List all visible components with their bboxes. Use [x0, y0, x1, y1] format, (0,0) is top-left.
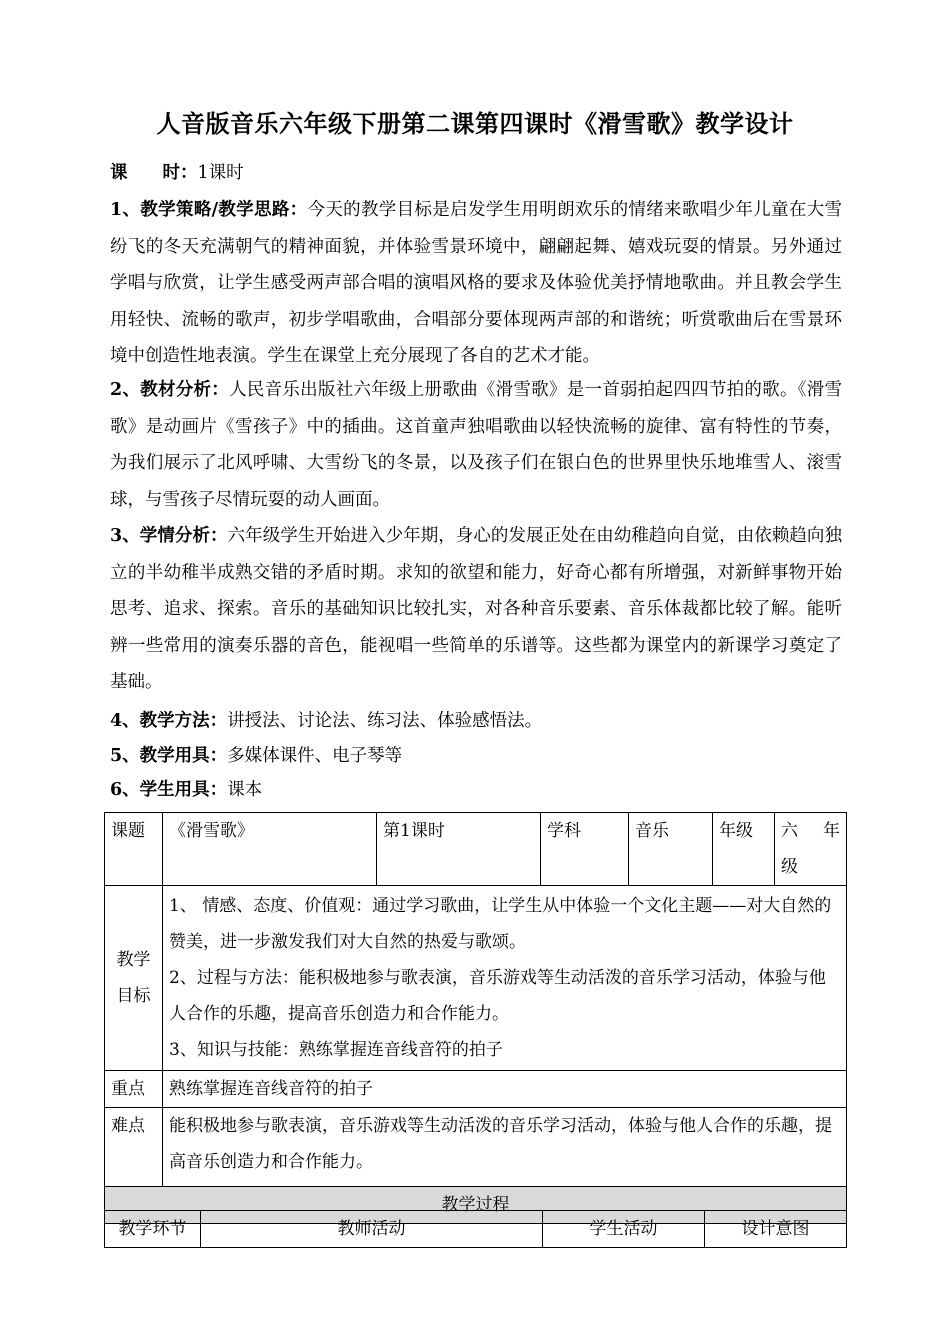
process-header: 教学过程: [105, 1187, 847, 1224]
section-text: 多媒体课件、电子琴等: [227, 746, 403, 766]
section-text: 人民音乐出版社六年级上册歌曲《滑雪歌》是一首弱拍起四四节拍的歌。《滑雪歌》是动画片《雪孩子》中的插曲。这首童声独唱歌曲以轻快流畅的旋律、富有特性的节奏，为我们展示了北风呼啸、大雪纷飞的冬景，以及孩子们在银白色的世界里快乐地堆雪人、滚雪球，与雪孩子尽情玩耍的动人画面。: [110, 380, 842, 510]
section-student-tools: [110, 773, 850, 808]
section-heading: 6、学生用具：: [110, 780, 228, 800]
objective-item: 3、知识与技能：熟练掌握连音线音符的拍子: [169, 1040, 503, 1060]
lesson-info-table: [104, 812, 847, 1224]
subject-label: 学科: [541, 813, 629, 886]
section-methods: [110, 704, 850, 739]
objective-item: 1、 情感、态度、价值观：通过学习歌曲，让学生从中体验一个文化主题——对大自然的赞美，进一步激发我们对大自然的热爱与歌颂。: [169, 896, 832, 952]
column-header: 教学环节: [105, 1211, 201, 1248]
section-text: 今天的教学目标是启发学生用明朗欢乐的情绪来歌唱少年儿童在大雪纷飞的冬天充满朝气的精神面貌，并体验雪景环境中，翩翩起舞、嬉戏玩耍的情景。另外通过学唱与欣赏，让学生感受两声部合唱的演唱风格的要求及体验优美抒情地歌曲。并且教会学生用轻快、流畅的歌声，初步学唱歌曲，合唱部分要体现两声部的和谐统；听赏歌曲后在雪景环境中创造性地表演。学生在课堂上充分展现了各自的艺术才能。: [110, 200, 842, 366]
process-table: [104, 1210, 847, 1248]
section-students: [110, 518, 842, 701]
table-row: [105, 1071, 847, 1108]
grade-value: 六 年级: [775, 813, 847, 886]
period-label: 课 时：: [110, 163, 198, 183]
section-text: 六年级学生开始进入少年期，身心的发展正处在由幼稚趋向自觉，由依赖趋向独立的半幼稚半成熟交错的矛盾时期。求知的欲望和能力，好奇心都有所增强，对新鲜事物开始思考、追求、探索。音乐的基础知识比较扎实，对各种音乐要素、音乐体裁都比较了解。能听辨一些常用的演奏乐器的音色，能视唱一些简单的乐谱等。这些都为课堂内的新课学习奠定了基础。: [110, 526, 842, 692]
period-line: [110, 156, 850, 191]
lesson-value: 第1课时: [377, 813, 541, 886]
section-teaching-tools: [110, 739, 850, 774]
table-row: [105, 813, 847, 886]
grade-label: 年级: [713, 813, 775, 886]
section-heading: 2、教材分析：: [110, 380, 230, 400]
section-strategy: [110, 192, 842, 375]
column-header: 学生活动: [543, 1211, 705, 1248]
key-label: 重点: [105, 1071, 163, 1108]
column-header: 教师活动: [201, 1211, 543, 1248]
table-row: [105, 886, 847, 1071]
objective-item: 2、过程与方法：能积极地参与歌表演，音乐游戏等生动活泼的音乐学习活动，体验与他人合作的乐趣，提高音乐创造力和合作能力。: [169, 968, 826, 1024]
key-value: 熟练掌握连音线音符的拍子: [163, 1071, 847, 1108]
objectives-cell: [163, 886, 847, 1071]
section-heading: 1、教学策略/教学思路：: [110, 200, 308, 220]
section-heading: 3、学情分析：: [110, 526, 228, 546]
section-heading: 5、教学用具：: [110, 746, 228, 766]
column-header: 设计意图: [705, 1211, 847, 1248]
table-row: [105, 1108, 847, 1187]
section-heading: 4、教学方法：: [110, 711, 228, 731]
topic-value: 《滑雪歌》: [163, 813, 377, 886]
section-material: [110, 372, 842, 518]
objectives-label: 教学目标: [105, 886, 163, 1071]
page-title: 人音版音乐六年级下册第二课第四课时《滑雪歌》教学设计: [156, 109, 794, 138]
difficulty-value: 能积极地参与歌表演，音乐游戏等生动活泼的音乐学习活动，体验与他人合作的乐趣，提高音乐创造力和合作能力。: [163, 1108, 847, 1187]
difficulty-label: 难点: [105, 1108, 163, 1187]
table-row: [105, 1211, 847, 1248]
period-value: 1课时: [197, 163, 244, 183]
section-text: 讲授法、讨论法、练习法、体验感悟法。: [227, 711, 543, 731]
subject-value: 音乐: [629, 813, 713, 886]
topic-label: 课题: [105, 813, 163, 886]
section-text: 课本: [227, 780, 263, 800]
